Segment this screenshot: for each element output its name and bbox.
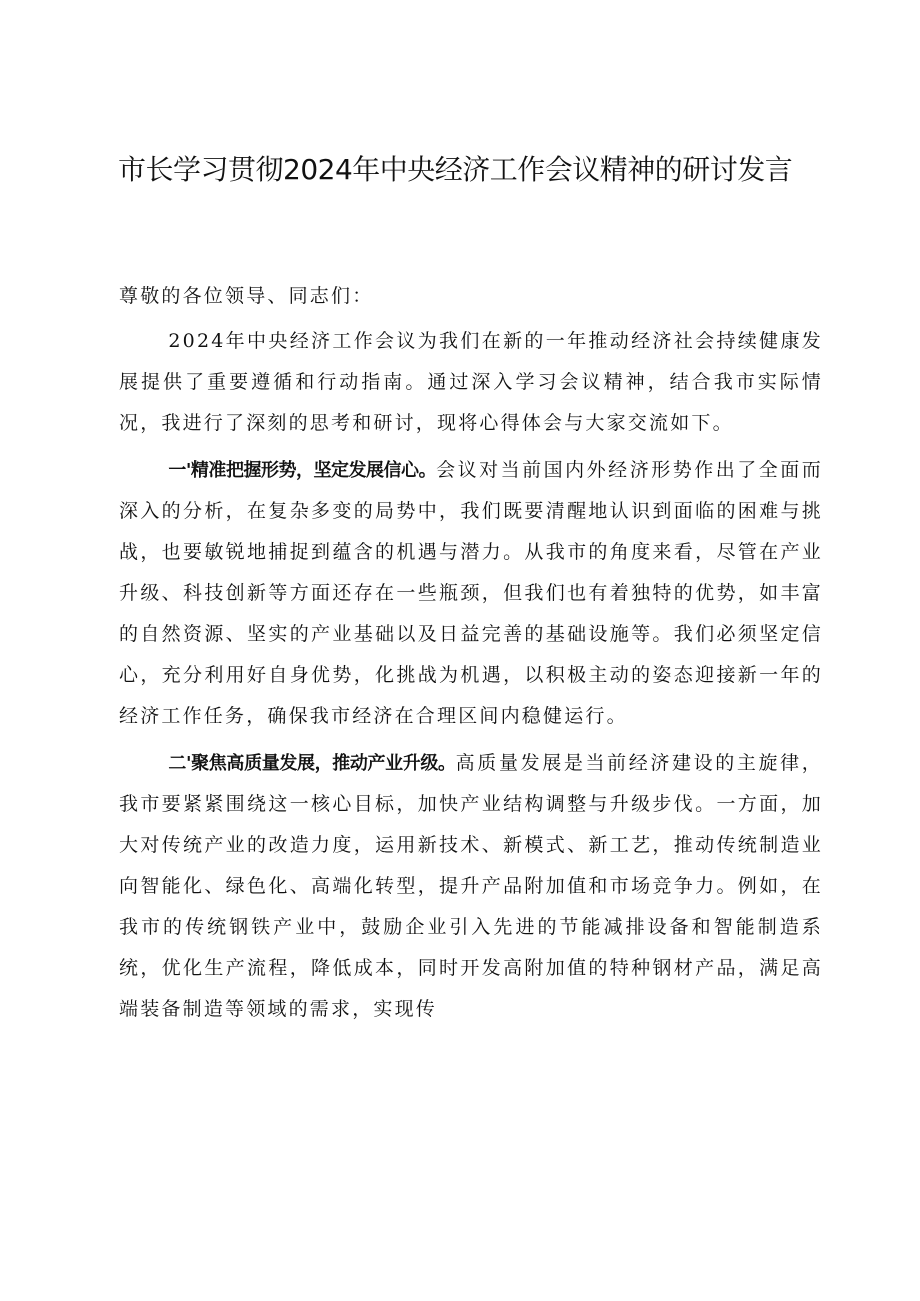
intro-paragraph: 2024年中央经济工作会议为我们在新的一年推动经济社会持续健康发展提供了重要遵循和行动指南。通过深入学习会议精神，结合我市实际情况，我进行了深刻的思考和研讨，现将心得体会与大家交流如下。 — [119, 330, 823, 434]
section-heading-1: 一'精准把握形势，坚定发展信心。 — [168, 460, 437, 481]
salutation: 尊敬的各位领导、同志们： — [119, 285, 374, 307]
section-text-2: 高质量发展是当前经济建设的主旋律，我市要紧紧围绕这一核心目标，加快产业结构调整与升级步伐。一方面，加大对传统产业的改造力度，运用新技术、新模式、新工艺，推动传统制造业向智能化、绿色化、高端化转型，提升产品附加值和市场竞争力。例如，在我市的传统钢铁产业中，鼓励企业引入先进的节能减排设备和智能制造系统，优化生产流程，降低成本，同时开发高附加值的特种钢材产品，满足高端装备制造等领域的需求，实现传 — [119, 752, 823, 1020]
section-paragraph-1 — [119, 450, 823, 737]
document-body — [119, 276, 823, 1036]
document-title: 市长学习贯彻2024年中央经济工作会议精神的研讨发言 — [118, 153, 793, 186]
section-paragraph-2 — [119, 743, 823, 1030]
section-text-1: 会议对当前国内外经济形势作出了全面而深入的分析，在复杂多变的局势中，我们既要清醒地认识到面临的困难与挑战，也要敏锐地捕捉到蕴含的机遇与潜力。从我市的角度来看，尽管在产业升级、科技创新等方面还存在一些瓶颈，但我们也有着独特的优势，如丰富的自然资源、坚实的产业基础以及日益完善的基础设施等。我们必须坚定信心，充分利用好自身优势，化挑战为机遇，以积极主动的姿态迎接新一年的经济工作任务，确保我市经济在合理区间内稳健运行。 — [119, 459, 823, 727]
section-heading-2: 二'聚焦高质量发展，推动产业升级。 — [168, 753, 456, 774]
